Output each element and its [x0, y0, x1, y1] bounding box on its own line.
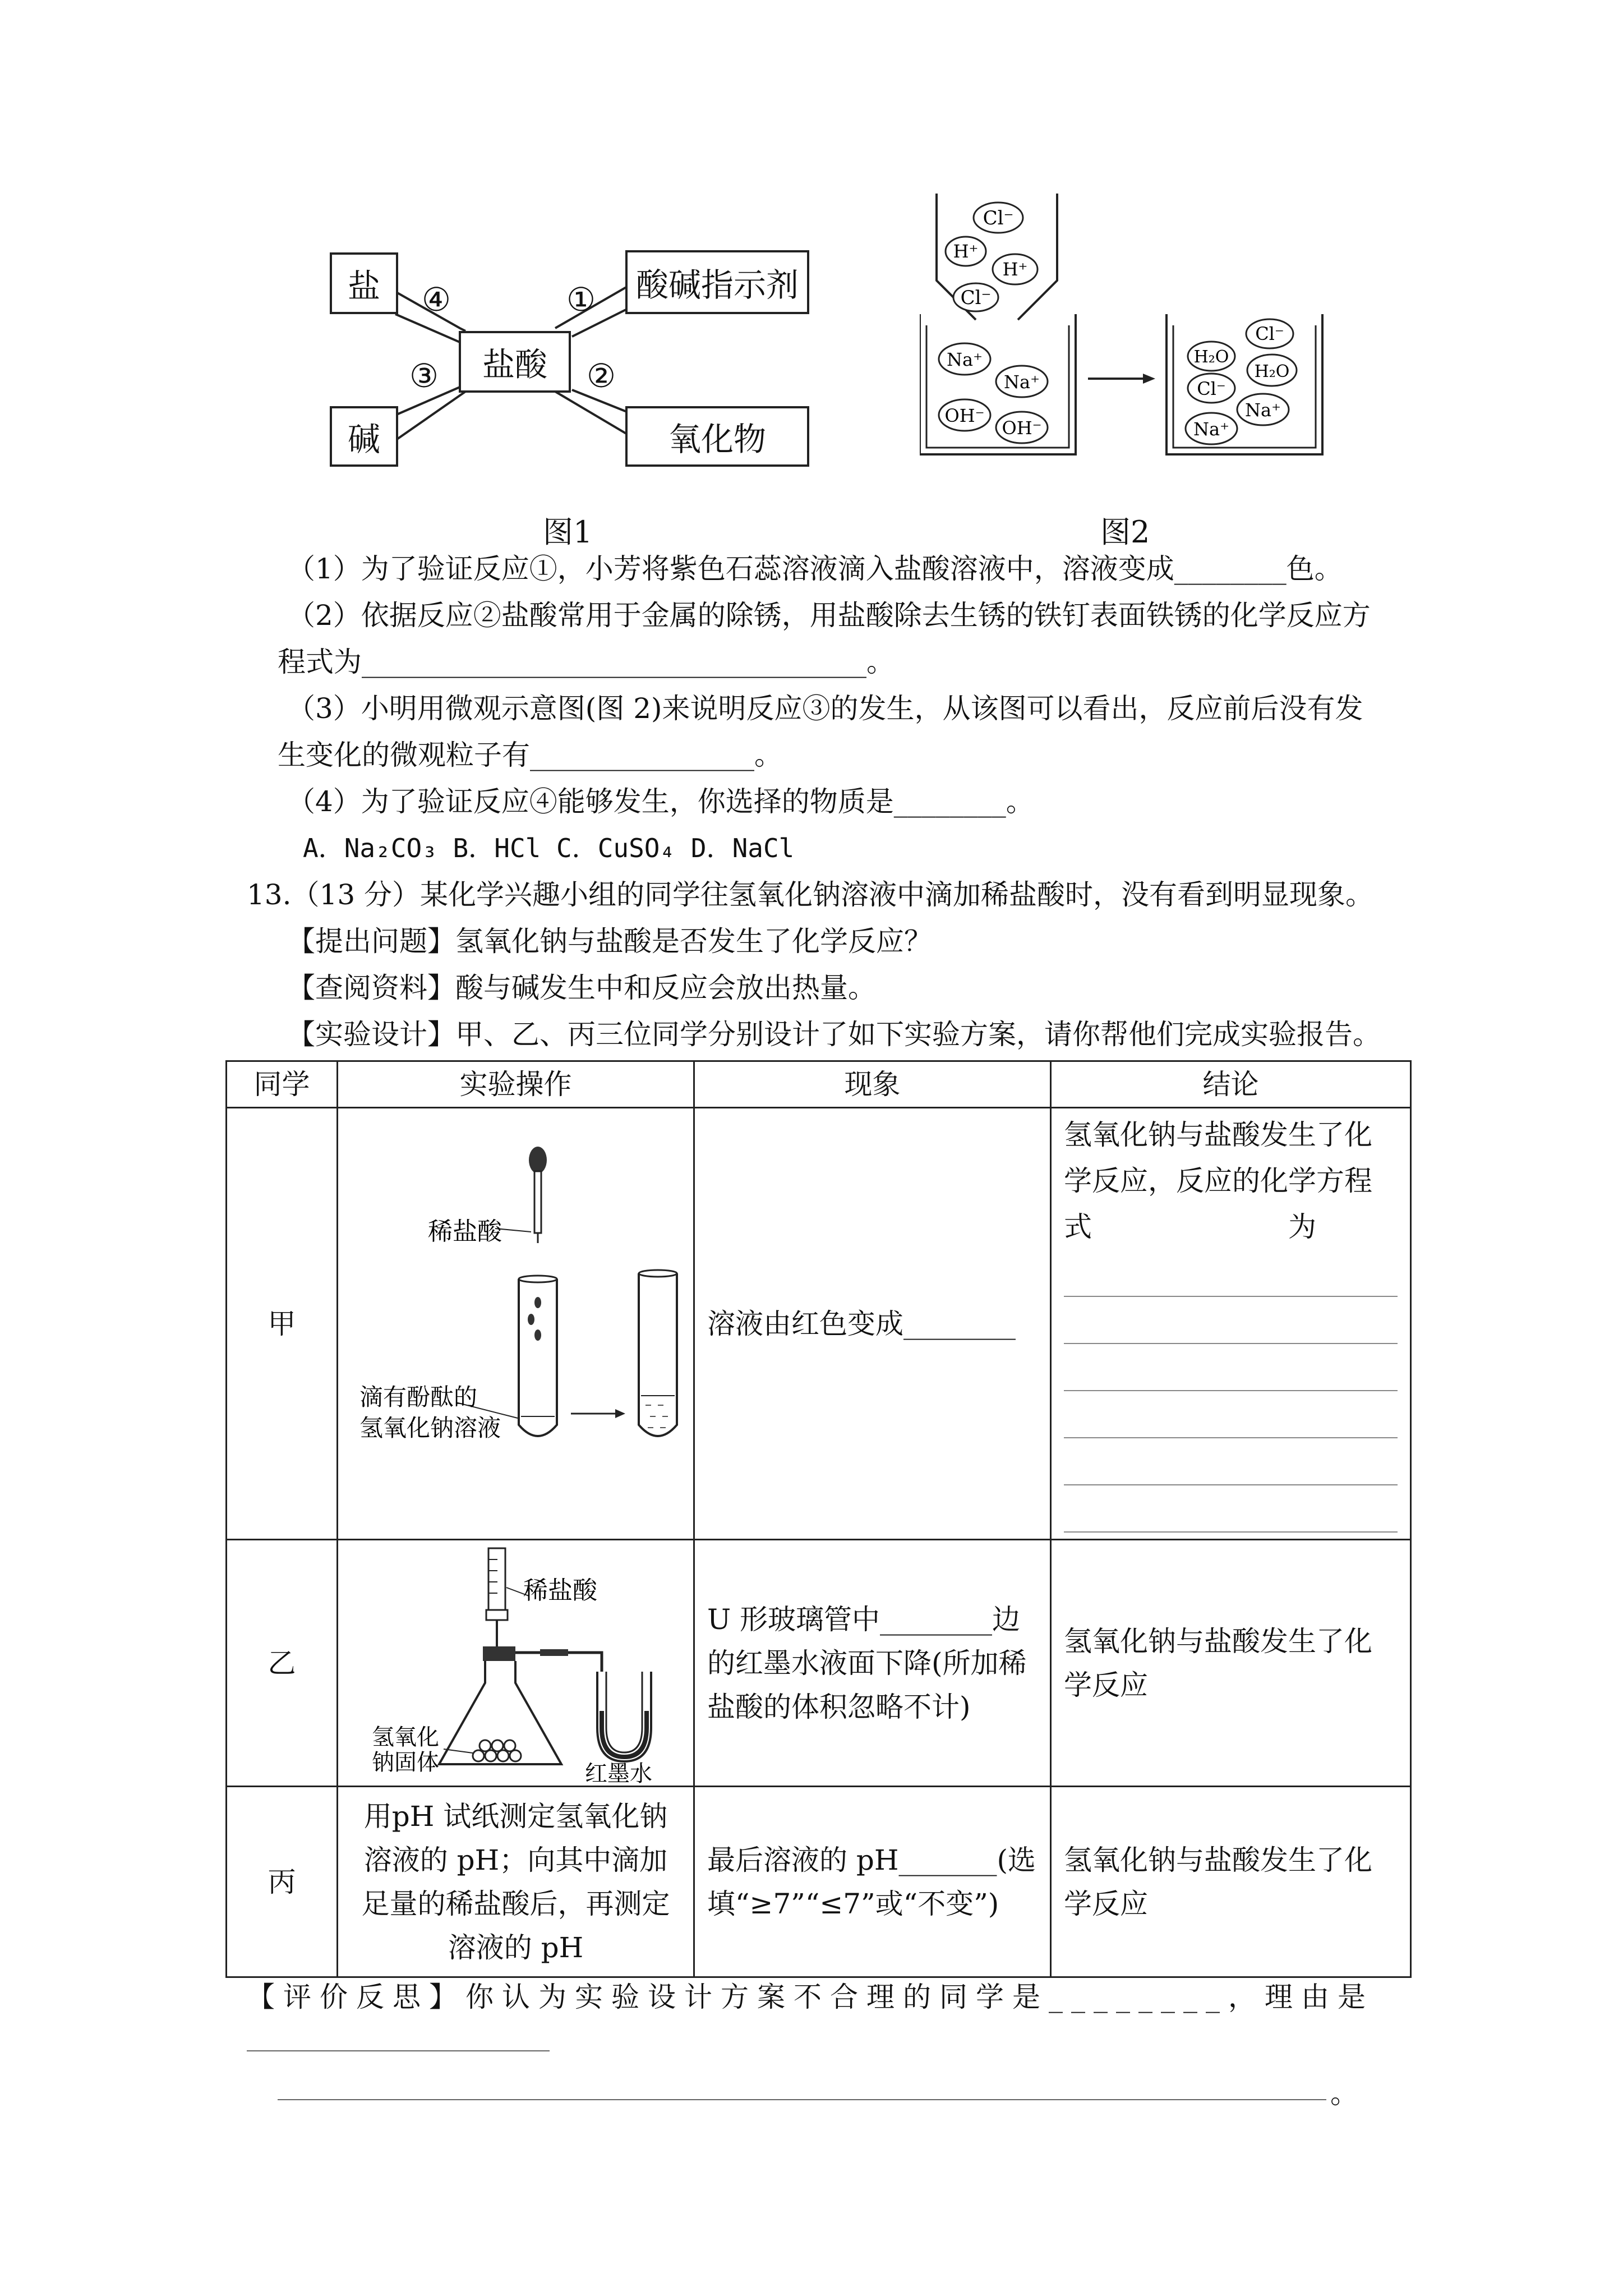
ion-label: Na⁺ — [1004, 371, 1040, 393]
figure-2-caption: 图2 — [1100, 514, 1150, 550]
answer-line — [1064, 1485, 1398, 1533]
phenomenon-cell: 最后溶液的 pH_______(选填“≥7”“≤7”或“不变”) — [694, 1787, 1051, 1977]
answer-line — [1064, 1391, 1398, 1438]
header-phenomenon: 现象 — [694, 1061, 1051, 1108]
conclusion-text: 氢氧化钠与盐酸发生了化学反应，反应的化学方程式 为 — [1064, 1119, 1372, 1243]
flask-u-tube-diagram — [338, 1543, 691, 1784]
label-phenolphthalein: 滴有酚酞的 — [359, 1383, 478, 1411]
operation-cell — [338, 1540, 694, 1787]
answer-line — [1064, 1438, 1398, 1485]
box-hydrochloric-acid: 盐酸 — [459, 331, 571, 393]
question-1: （1）为了验证反应①，小芳将紫色石蕊溶液滴入盐酸溶液中，溶液变成________色。 — [287, 553, 1343, 585]
ion-label: Cl⁻ — [983, 207, 1014, 229]
question-13-intro: 13.（13 分）某化学兴趣小组的同学往氢氧化钠溶液中滴加稀盐酸时，没有看到明显现象。 — [247, 878, 1374, 911]
ion-label: Na⁺ — [1245, 399, 1281, 421]
box-base: 碱 — [330, 406, 398, 467]
label-dilute-hcl: 稀盐酸 — [523, 1576, 597, 1605]
header-conclusion: 结论 — [1051, 1061, 1411, 1108]
experiment-table — [225, 1060, 1412, 1978]
answer-line — [1064, 1297, 1398, 1344]
label-dilute-hcl: 稀盐酸 — [428, 1217, 502, 1246]
question-13-reference: 【查阅资料】酸与碱发生中和反应会放出热量。 — [287, 972, 876, 1004]
answer-line — [1064, 1344, 1398, 1391]
ion-label: Na⁺ — [1193, 418, 1229, 440]
header-student: 同学 — [227, 1061, 338, 1108]
ion-label: Cl⁻ — [960, 287, 992, 309]
figure-1-caption: 图1 — [543, 514, 593, 550]
conclusion-cell: 氢氧化钠与盐酸发生了化学反应 — [1051, 1787, 1411, 1977]
box-indicator: 酸碱指示剂 — [625, 250, 809, 314]
ion-label: OH⁻ — [1002, 417, 1042, 439]
molecule-label: H₂O — [1254, 362, 1290, 381]
reflection-line: 【评价反思】你认为实验设计方案不合理的同学是________，理由是 — [247, 1981, 1374, 2013]
answer-line — [247, 2050, 550, 2051]
box-oxide: 氧化物 — [625, 406, 809, 467]
ion-label: H⁺ — [1002, 259, 1028, 280]
molecule-label: H₂O — [1193, 347, 1229, 367]
answer-line — [1064, 1250, 1398, 1297]
ion-label: OH⁻ — [944, 405, 985, 426]
reflection-end: 。 — [1330, 2077, 1358, 2110]
operation-cell: 用pH 试纸测定氢氧化钠溶液的 pH；向其中滴加足量的稀盐酸后，再测定溶液的 pH — [338, 1787, 694, 1977]
question-3-line-1: （3）小明用微观示意图(图 2)来说明反应③的发生，从该图可以看出，反应前后没有发 — [287, 692, 1363, 725]
table-row — [227, 1787, 1411, 1977]
ion-label: Na⁺ — [947, 349, 983, 370]
answer-line — [278, 2099, 1326, 2100]
conclusion-cell: 氢氧化钠与盐酸发生了化学反应 — [1051, 1540, 1411, 1787]
question-2-line-1: （2）依据反应②盐酸常用于金属的除锈，用盐酸除去生锈的铁钉表面铁锈的化学反应方 — [287, 599, 1371, 632]
figure-2-diagram — [920, 191, 1357, 466]
label-naoh-solid-2: 钠固体 — [372, 1749, 439, 1775]
question-4: （4）为了验证反应④能够发生，你选择的物质是________。 — [287, 785, 1034, 818]
conclusion-cell — [1051, 1108, 1411, 1540]
student-cell: 甲 — [227, 1108, 338, 1540]
question-3-line-2: 生变化的微观粒子有________________。 — [278, 739, 782, 771]
label-red-ink: 红墨水 — [585, 1760, 652, 1784]
reaction-number-4: ④ — [422, 280, 451, 319]
reaction-number-1: ① — [566, 280, 596, 319]
reaction-number-3: ③ — [409, 357, 439, 395]
label-naoh-solid-1: 氢氧化 — [372, 1724, 439, 1750]
phenomenon-cell: 溶液由红色变成________ — [694, 1108, 1051, 1540]
ion-label: H⁺ — [953, 241, 979, 262]
dropper-test-tube-diagram — [338, 1111, 691, 1537]
label-naoh-solution: 氢氧化钠溶液 — [359, 1414, 501, 1442]
header-operation: 实验操作 — [338, 1061, 694, 1108]
question-4-options: A．Na₂CO₃ B．HCl C．CuSO₄ D．NaCl — [303, 833, 795, 863]
table-row — [227, 1540, 1411, 1787]
ion-label: Cl⁻ — [1197, 378, 1226, 399]
reaction-number-2: ② — [587, 357, 616, 395]
question-13-problem: 【提出问题】氢氧化钠与盐酸是否发生了化学反应？ — [287, 925, 932, 958]
student-cell: 丙 — [227, 1787, 338, 1977]
box-salt: 盐 — [330, 252, 398, 314]
phenomenon-cell: U 形玻璃管中________边的红墨水液面下降(所加稀盐酸的体积忽略不计) — [694, 1540, 1051, 1787]
ion-label: Cl⁻ — [1255, 323, 1284, 344]
table-row — [227, 1108, 1411, 1540]
question-2-line-2: 程式为____________________________________。 — [278, 646, 895, 678]
operation-cell — [338, 1108, 694, 1540]
student-cell: 乙 — [227, 1540, 338, 1787]
table-header-row — [227, 1061, 1411, 1108]
question-13-design: 【实验设计】甲、乙、丙三位同学分别设计了如下实验方案，请你帮他们完成实验报告。 — [287, 1018, 1381, 1051]
